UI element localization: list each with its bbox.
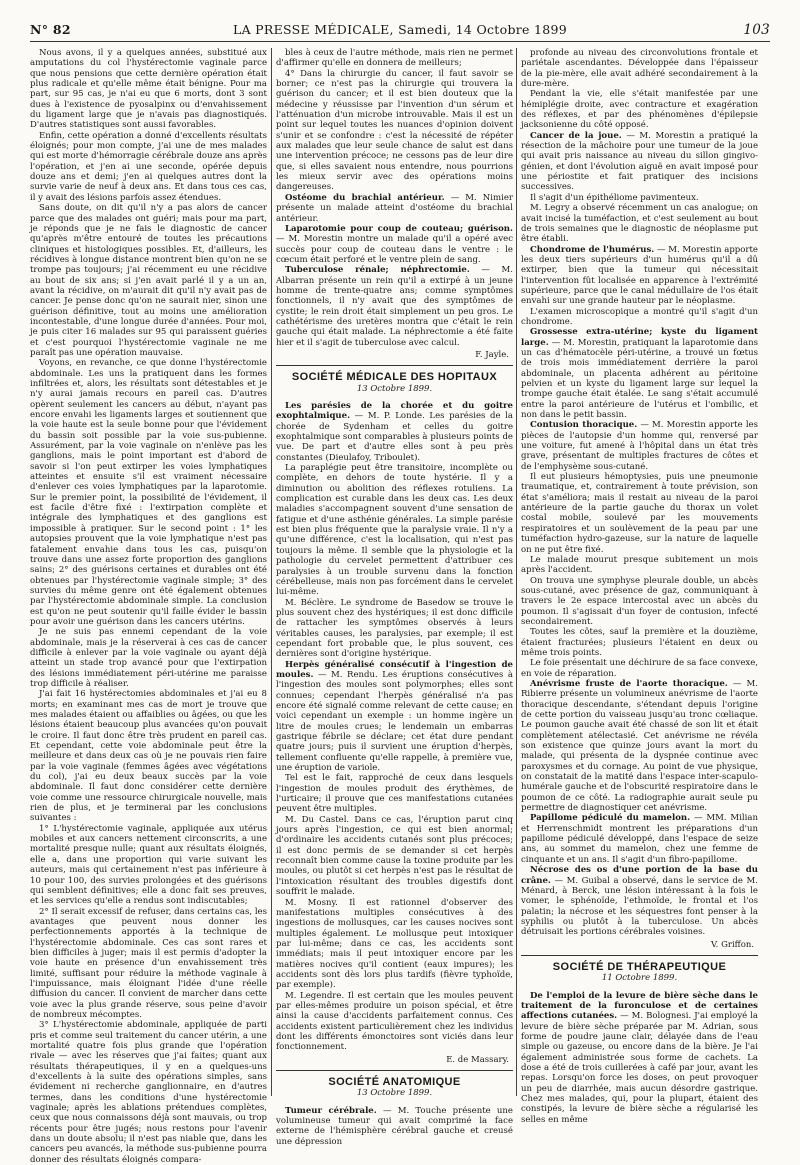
- report-item: [521, 327, 758, 420]
- section-rule: [276, 365, 513, 366]
- item-title: Tumeur cérébrale.: [285, 1105, 377, 1116]
- paragraph: Enfin, cette opération a donné d'excellents résultats éloignés; pour mon compte, j'ai une de mes malades qui est morte d'hémorragie cérébrale douze ans après l'opération, et j'en ai une seconde, opérée depuis douze ans et demi; j'en ai quelques autres dont la survie varie de neuf à deux ans. Et dans tous ces cas, il y avait des lésions parfois assez étendues.: [30, 130, 267, 203]
- item-body: — M. Nimier présente un malade atteint d'ostéome du brachial antérieur.: [276, 192, 513, 224]
- item-body: — M. Albarran présente un rein qu'il a extirpé à un jeune homme de trente-quatre ans; comme symptômes fonctionnels, il n'y avait que des symptômes de cystite; le rein droit était simplement un peu gros. Le cathétérisme des uretères montra que c'était le rein gauche qui était malade. La néphrectomie a été faite hier et il s'agit de tuberculose avec calcul.: [276, 265, 513, 348]
- paragraph: On trouva une symphyse pleurale double, un abcès sous-cutané, avec présence de gaz, communiquant à travers le 2e espace intercostal avec un abcès du poumon. Il s'agissait d'un foyer de contusion, infecté secondairement.: [521, 575, 758, 627]
- paragraph: Sans doute, on dit qu'il n'y a pas alors de cancer parce que des malades ont guéri; mais pour ma part, je réponds que je ne fais le diagnostic de cancer qu'après m'être entouré de toutes les précautions cliniques et histologiques possibles. Et, d'ailleurs, les récidives à longue distance montrent bien qu'on ne se trompe pas toujours; j'ai récemment eu une récidive au bout de six ans; si j'en avait parlé il y a un an, avant la récidive, on m'aurait dit qu'il n'y avait pas de cancer. Je pense donc qu'on ne saurait nier, sinon une guérison définitive, tout au moins une amélioration incontestable, d'une longue durée d'années. Pour moi, je puis citer 16 malades sur 95 qui paraissent guéries et c'est pourquoi l'hystérectomie vaginale ne me paraît pas une opération mauvaise.: [30, 203, 267, 358]
- report-item: [276, 660, 513, 774]
- signature: E. de Massary.: [446, 1054, 509, 1065]
- item-title: Les parésies de la chorée et du goitre exophtalmique.: [276, 401, 513, 422]
- paragraph: 2° Il serait excessif de refuser, dans certains cas, les avantages que peuvent nous donner les perfectionnements apportés à la technique de l'hystérectomie abdominale. Ces cas sont rares et bien difficiles à juger; mais il est permis d'adopter la voie haute en présence d'un envahissement très limité, suffisant pour réduire la méthode vaginale à l'impuissance, mais éloignant l'idée d'une réelle diffusion du cancer. Il convient de marcher dans cette voie avec la plus grande réserve, sous peine d'avoir de nombreux mécomptes.: [30, 906, 267, 1020]
- paragraph: M. Legry a observé récemment un cas analogue; on avait incisé la tuméfaction, et c'est seulement au bout de trois semaines que le diagnostic de néoplasme put être établi.: [521, 203, 758, 245]
- paragraph: M. Du Castel. Dans ce cas, l'éruption parut cinq jours après l'ingestion, ce qui est bien anormal; d'ordinaire les accidents cutanés sont plus précoces; il est donc permis de se demander si cet herpès reconnaît bien comme cause la toxine produite par les moules, ou plutôt si cet herpès n'est pas le résultat de l'intoxication résultant des troubles digestifs dont souffrit le malade.: [276, 814, 513, 898]
- report-item: [521, 245, 758, 307]
- report-item: [276, 1106, 513, 1147]
- item-title: Herpès généralisé consécutif à l'ingestion de moules.: [276, 659, 513, 680]
- signature: F. Jayle.: [475, 349, 509, 360]
- report-item: [521, 865, 758, 937]
- section-heading: SOCIÉTÉ DE THÉRAPEUTIQUE: [552, 960, 727, 973]
- paragraph: La paraplégie peut être transitoire, incomplète ou complète, en dehors de toute hystérie. Il y a diminution ou abolition des réflexes rotuliens. La complication est curable dans les deux cas. Les deux maladies s'accompagnent souvent d'une sensation de fatigue et d'une asthénie générales. La simple parésie est bien plus fréquente que la paralysie vraie. Il n'y a qu'une différence, c'est la localisation, qui n'est pas toujours la même. Il semble que la physiologie et la pathologie du cervelet permettent d'attribuer ces paralysies à un trouble survenu dans la fonction cérébelleuse, mais non pas forcément dans le cervelet lui-même.: [276, 463, 513, 598]
- item-body: — MM. Milian et Herrenschmidt montrent les préparations d'un papillome pédiculé développé, dans l'espace de seize ans, au sommet du mamelon, chez une femme de cinquante et un ans. Il s'agit d'un fibro-papillome.: [521, 813, 758, 865]
- paragraph: Il s'agit d'un épithéliome pavimenteux.: [530, 192, 699, 203]
- section-heading: SOCIÉTÉ ANATOMIQUE: [328, 1076, 461, 1088]
- item-title: Tuberculose rénale; néphrectomie.: [285, 265, 470, 276]
- item-body: — M. Morestin, pratiquant la laparotomie dans un cas d'hématocèle péri-utérine, a trouvé un fœtus de trois mois immédiatement derrière la paroi abdominale, un placenta adhérent au péritoine pelvien et un kyste du ligament large sur lequel la trompe gauche était étalée. Le sang s'était accumulé entre la paroi antérieure de l'utérus et l'ombilic, et non dans le petit bassin.: [521, 337, 758, 421]
- paragraph: bles à ceux de l'autre méthode, mais rien ne permet d'affirmer qu'elle en donnera de meilleurs;: [276, 48, 513, 69]
- column-3: [521, 48, 758, 1125]
- page-number: 103: [743, 22, 770, 38]
- section-heading: SOCIÉTÉ MÉDICALE DES HOPITAUX: [291, 371, 498, 384]
- item-body: — M. Morestin apporte les pièces de l'autopsie d'un homme qui, renversé par une voiture, fut amené à l'hôpital dans un état très grave, présentant de multiples fractures de côtes et de l'emphysème sous-cutané.: [521, 420, 758, 472]
- item-body: — M. Rendu. Les éruptions consécutives à l'ingestion des moules sont polymorphes; elles sont connues; cependant l'herpès généralisé n'a pas encore été signalé comme relevant de cette cause; en voici cependant un exemple : un homme ingère un litre de moules crues; le lendemain un embarras gastrique fébrile se déclare; cet état dure pendant quatre jours; puis il survient une éruption d'herpès, tellement confluente qu'elle rappelle, à première vue, une éruption de variole.: [276, 669, 513, 774]
- paragraph: Il eut plusieurs hémoptysies, puis une pneumonie traumatique, et, contrairement à toute prévision, son état s'améliora; mais il restait au niveau de la paroi antérieure de la partie gauche du thorax un volet costal mobile, soulevé par les mouvements respiratoires et un soulèvement de la peau par une tuméfaction hydro-gazeuse, sur la nature de laquelle on ne put être fixé.: [521, 472, 758, 555]
- item-body: — M. P. Londe. Les parésies de la chorée de Sydenham et celles du goitre exophtalmique sont comparables à plusieurs points de vue. De part et d'autre elles sont à peu près constantes (Dieulafoy, Triboulet).: [276, 411, 513, 463]
- paragraph: M. Mosny. Il est rationnel d'observer des manifestations multiples consécutives à des ingestions de mollusques, car les causes nocives sont multiples également. Le mollusque peut intoxiquer par lui-même; dans ce cas, les accidents sont immédiats; mais il peut intoxiquer encore par les matières nocives qu'il contient (eaux impures); les accidents sont dès lors plus tardifs (fièvre typhoïde, par exemple).: [276, 897, 513, 991]
- item-body: — M. Bolognesi. J'ai employé la levure de bière sèche préparée par M. Adrian, sous forme de poudre jaune clair, délayée dans de l'eau simple ou gazeuse, ou encore dans de la bière. Je l'ai également administrée sous forme de cachets. La dose a été de trois cuillerées à café par jour, avant les repas. Lorsqu'on force les doses, on peut provoquer un peu de diarrhée, mais aucun désordre gastrique. Chez mes malades, qui, pour la plupart, étaient des constipés, la levure de bière sèche a régularisé les selles en même: [521, 1011, 759, 1125]
- paragraph: M. Legendre. Il est certain que les moules peuvent par elles-mêmes produire un poison spécial, et être ainsi la cause d'accidents parfaitement connus. Ces accidents existent particulièrement chez les individus dont les différents émonctoires sont viciés dans leur fonctionnement.: [276, 990, 513, 1053]
- signature: V. Griffon.: [711, 939, 754, 950]
- column-divider: [271, 48, 272, 1096]
- item-title: Ostéome du brachial antérieur.: [285, 192, 445, 203]
- section-rule: [521, 955, 758, 956]
- item-body: — M. Morestin apporte les deux tiers supérieurs d'un humérus qu'il a dû extirper, bien que la tumeur qui nécessitait l'intervention fût localisée en apparence à l'extrémité supérieure, parce que le canal médullaire de l'os était envahi sur une grande hauteur par le néoplasme.: [521, 244, 758, 307]
- page-header: [30, 22, 770, 36]
- item-title: Cancer de la joue.: [530, 130, 622, 141]
- report-item: [276, 265, 513, 348]
- column-1: [30, 48, 267, 1165]
- paragraph: profonde au niveau des circonvolutions frontale et pariétale ascendantes. Développée dans l'épaisseur de la pie-mère, elle avait adhéré secondairement à la dure-mère.: [521, 48, 758, 90]
- section-rule: [276, 1070, 513, 1071]
- column-divider: [516, 48, 517, 1096]
- item-body: — M. Morestin montre un malade qu'il a opéré avec succès pour coup de couteau dans le ventre : le cœcum était perforé et le ventre plein de sang.: [276, 234, 513, 265]
- item-title: Papillome pédiculé du mamelon.: [530, 813, 691, 824]
- paragraph: Le foie présentait une déchirure de sa face convexe, en voie de réparation.: [521, 658, 758, 679]
- report-item: [521, 813, 758, 865]
- section-date: 13 Octobre 1899.: [356, 383, 433, 394]
- header-rule: [30, 41, 770, 42]
- item-body: M. Béclère. Le syndrome de Basedow se trouve le plus souvent chez des hystériques; il est donc difficile de rattacher les symptômes observés à leurs véritables causes, les paralysies, par exemple; il est cependant fort probable que, le plus souvent, ces dernières sont d'origine hystérique.: [276, 597, 513, 660]
- paragraph: 1° L'hystérectomie vaginale, appliquée aux utérus mobiles et aux cancers nettement circonscrits, a une mortalité presque nulle; quant aux résultats éloignés, elle a, dans une proportion qui varie suivant les auteurs, mais qui certainement n'est pas inférieure à 10 pour 100, des survies prolongées et des guérisons qui semblent définitives; elle a donc fait ses preuves, et les services qu'elle a rendus sont indiscutables;: [30, 823, 267, 907]
- report-item: [276, 598, 513, 660]
- item-body: — M. Ribierre présente un volumineux anévrisme de l'aorte thoracique descendante, s'étendant depuis l'origine de cette portion du vaisseau jusqu'au tronc cœliaque. Le poumon gauche avait été chassé de son lit et était complètement atélectasié. Cet anévrisme ne révéla son existence que quinze jours avant la mort du malade, qui présenta de la dyspnée continue avec paroxysmes et du cornage. Au point de vue physique, on constatait de la matité dans l'espace inter-scapulo-humérale gauche et de l'obscurité respiratoire dans le poumon de ce côté. La radiographie aurait seule pu permettre de diagnostiquer cet anévrisme.: [521, 678, 758, 814]
- journal-title: LA PRESSE MÉDICALE, Samedi, 14 Octobre 1899: [232, 22, 568, 37]
- column-2: [276, 48, 513, 1147]
- paragraph: J'ai fait 16 hystérectomies abdominales et j'ai eu 8 morts; en examinant mes cas de mort je trouve que mes malades étaient ou affaiblies ou âgées, ou que les lésions étaient beaucoup plus avancées qu'on pouvait le croire. Il faut donc être très prudent en pareil cas. Et cependant, cette voie abdominale peut être la meilleure et dans deux cas où je ne pouvais rien faire par la voie vaginale (femmes âgées avec végétations du col), j'ai eu deux beaux succès par la voie abdominale. Il faut donc considérer cette dernière voie comme une ressource chirurgicale nouvelle, mais rien de plus, et je terminerai par les conclusions suivantes :: [30, 689, 267, 824]
- issue-number: N° 82: [30, 22, 71, 37]
- paragraph: Tel est le fait, rapproché de ceux dans lesquels l'ingestion de moules produit des érythèmes, de l'urticaire; il prouve que ces manifestations cutanées peuvent être multiples.: [276, 773, 513, 815]
- paragraph: Toutes les côtes, sauf la première et la douzième, étaient fracturées; plusieurs l'étaient en deux ou même trois points.: [521, 627, 758, 658]
- report-item: [521, 679, 758, 813]
- report-item: [521, 991, 758, 1125]
- item-body: — M. Morestin a pratiqué la résection de la mâchoire pour une tumeur de la joue qui avait pris naissance au niveau du sillon gingivo-génien, et dont l'évolution aiguë en avait imposé pour une périostite et fait pratiquer des incisions successives.: [521, 130, 758, 193]
- item-title: Anévrisme fruste de l'aorte thoracique.: [530, 678, 728, 689]
- item-title: Chondrome de l'humérus.: [530, 244, 655, 255]
- report-item: [276, 193, 513, 224]
- item-body: — M. Touche présente une volumineuse tumeur qui avait comprimé la face externe de l'hémisphère cérébral gauche et creusé une dépression: [276, 1105, 513, 1147]
- paragraph: Pendant la vie, elle s'était manifestée par une hémiplégie droite, avec contracture et exagération des réflexes, et par des phénomènes d'épilepsie jacksonienne du côté opposé.: [521, 89, 758, 131]
- section-date: 11 Octobre 1899.: [601, 973, 678, 984]
- report-item: [276, 224, 513, 265]
- item-title: De l'emploi de la levure de bière sèche dans le traitement de la furonculose et de certaines affections cutanées.: [521, 990, 758, 1022]
- report-item: [276, 401, 513, 463]
- item-title: Laparotomie pour coup de couteau; guérison.: [285, 223, 513, 234]
- report-item: [521, 131, 758, 193]
- item-body: — M. Guibal a observé, dans le service de M. Ménard, à Berck, une lésion intéressant à la fois le vomer, le sphénoïde, l'ethmoïde, le frontal et l'os palatin; la nécrose et les séquestres font penser à la syphilis ou plutôt à la tuberculose. Un abcès détruisait les portions cérébrales voisines.: [521, 875, 758, 938]
- paragraph: 3° L'hystérectomie abdominale, appliquée de parti pris et comme seul traitement du cancer utérin, a une mortalité quatre fois plus grande que l'opération rivale — avec les réserves que j'ai faites; quant aux résultats thérapeutiques, il y en a quelques-uns d'excellents à la suite des opérations simples, sans évidement ni recherche ganglionnaire, en d'autres termes, dans les conditions d'une hystérectomie vaginale; après les ablations prétendues complètes, ceux que nous connaissons déjà sont mauvais, ou trop récents pour être jugés; nous restons pour l'avenir dans un doute absolu; il n'est pas niable que, dans les cancers peu avancés, la méthode sus-pubienne pourra donner des résultats éloignés compara-: [30, 1020, 267, 1165]
- paragraph: L'examen microscopique a montré qu'il s'agit d'un chondrome.: [521, 306, 758, 327]
- item-title: Grossesse extra-utérine; kyste du ligament large.: [521, 327, 758, 348]
- report-item: [521, 420, 758, 472]
- paragraph: Voyons, en revanche, ce que donne l'hystérectomie abdominale. Les uns la pratiquent dans les formes infiltrées et, alors, les résultats sont détestables et je n'y aurai jamais recours en pareil cas. D'autres opèrent seulement les cancers au début, n'ayant pas encore envahi les ligaments larges et soutiennent que la voie haute est la seule bonne pour que l'évidement du bassin soit possible par la voie sus-pubienne. Assurément, par la voie vaginale on n'enlève pas les ganglions, mais le point important est d'abord de savoir si l'on peut extirper les voies lymphatiques atteintes et ensuite s'il est vraiment nécessaire d'enlever ces voies lymphatiques par la laparotomie. Sur le premier point, la possibilité de l'évidement, il est facile d'être fixé : l'extirpation complète et intégrale des lymphatiques et des ganglions est impossible à pratiquer. Sur le second point : 1° les autopsies prouvent que la voie lymphatique n'est pas fatalement envahie dans tous les cas, puisqu'on trouve dans une assez forte proportion des ganglions sains; 2° des guérisons certaines et durables ont été obtenues par l'hystérectomie vaginale simple; 3° des survies du même genre ont été également obtenues par l'hystérectomie abdominale simple. La conclusion est qu'on ne peut soutenir qu'il faille évider le bassin pour avoir une guérison dans les cancers utérins.: [30, 358, 267, 627]
- paragraph: Je ne suis pas ennemi cependant de la voie abdominale, mais je la réserverai à ces cas de cancer difficile à enlever par la voie vaginale ou ayant déjà atteint un stade trop avancé pour que l'extirpation des lésions immédiatement péri-utérine me paraisse trop difficile à réaliser.: [30, 627, 267, 689]
- paragraph: Le malade mourut presque subitement un mois après l'accident.: [521, 554, 758, 576]
- paragraph: Nous avons, il y a quelques années, substitué aux amputations du col l'hystérectomie vaginale parce que nous pensions que cette dernière opération était plus radicale et qu'elle même était bénigne. Pour ma part, sur 95 cas, je n'ai eu que 6 morts, dont 3 sont dues à l'existence de pyosalpinx ou d'envahissement du ligament large que je n'avais pas diagnostiqués. D'autres statistiques sont aussi favorables.: [30, 48, 267, 131]
- paragraph: 4° Dans la chirurgie du cancer, il faut savoir se borner; ce n'est pas la chirurgie qui trouvera la guérison du cancer; et il est bien douteux que la médecine y réussisse par l'invention d'un sérum et l'atténuation d'un microbe introuvable. Mais il est un point sur lequel toutes les nuances d'opinion doivent s'unir et se confondre : c'est la nécessité de répéter aux malades que leur seule chance de salut est dans une intervention précoce; ne cessons pas de leur dire que, si elles savaient nous entendre, nous pourrions les mieux servir avec des opérations moins dangereuses.: [276, 68, 513, 193]
- item-title: Nécrose des os d'une portion de la base du crâne.: [521, 865, 758, 886]
- item-title: Contusion thoracique.: [530, 420, 638, 431]
- section-date: 13 Octobre 1899.: [356, 1088, 433, 1099]
